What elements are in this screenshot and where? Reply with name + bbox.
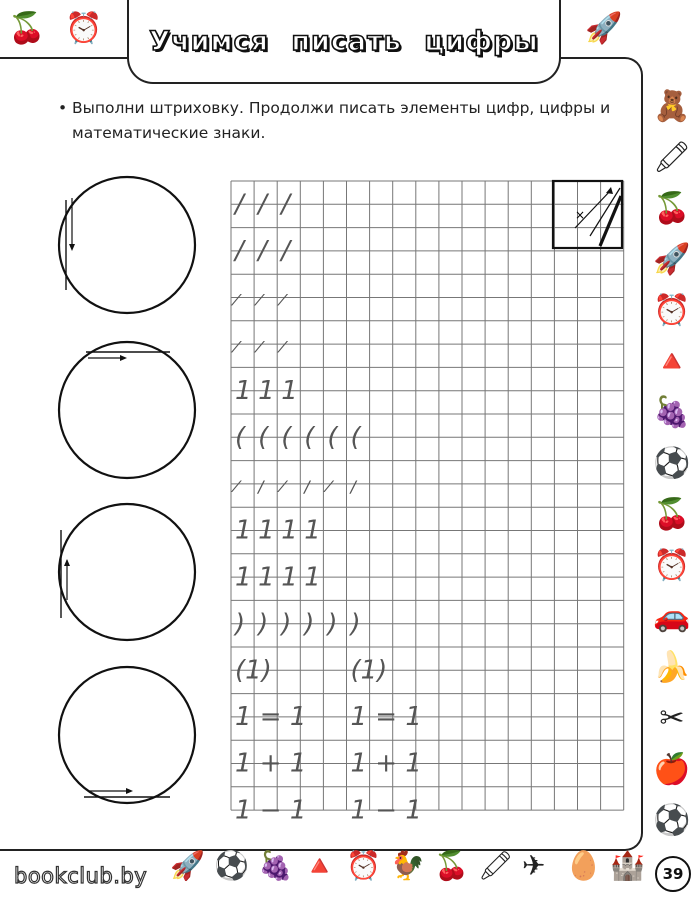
- ball-icon: ⚽: [653, 803, 691, 838]
- grid-entry: 1 = 1: [350, 702, 422, 733]
- cherry-icon: 🍒: [8, 11, 46, 46]
- grid-entry: /: [281, 189, 290, 220]
- cherry-icon: 🍒: [434, 849, 469, 882]
- circle-3: [59, 504, 195, 640]
- crayon-icon: 🖍: [652, 140, 692, 175]
- grapes-icon: 🍇: [258, 849, 293, 882]
- grid-entry: 1: [235, 515, 252, 546]
- alarm-clock-icon: ⏰: [65, 11, 103, 46]
- grid-entry: 1: [304, 562, 321, 593]
- alarm-clock-icon: ⏰: [653, 293, 691, 328]
- circle-2: [59, 342, 195, 478]
- svg-text:×: ×: [575, 208, 586, 222]
- grid-entry: ): [258, 608, 269, 639]
- grid-entry: ): [281, 608, 292, 639]
- grid-entry: ⁄: [235, 477, 238, 497]
- grid-entry: /: [281, 236, 290, 267]
- grid-entry: 1: [281, 562, 298, 593]
- grid-entry: 1: [281, 375, 298, 406]
- example-cell: [553, 181, 622, 248]
- circle-4: [59, 667, 195, 803]
- grid-entry: /: [258, 189, 267, 220]
- ball-icon: ⚽: [214, 849, 249, 882]
- crayon-icon: 🖍: [478, 849, 514, 882]
- alarm-clock-icon: ⏰: [346, 849, 381, 882]
- airplane-icon: ✈: [522, 849, 546, 882]
- grid-entry: /: [235, 189, 244, 220]
- instruction-text: Выполни штриховку. Продолжи писать элементы цифр, цифры и математические знаки.: [72, 99, 611, 142]
- bullet: •: [58, 99, 68, 117]
- apple-icon: 🍎: [653, 752, 691, 787]
- grid-entry: 1: [304, 515, 321, 546]
- rooster-icon: 🐓: [390, 849, 425, 882]
- grid-entry: ⁄: [235, 290, 238, 310]
- grid-entry: 1 + 1: [235, 748, 307, 779]
- alarm-clock-icon: ⏰: [653, 548, 691, 583]
- grid-entry: ): [327, 608, 338, 639]
- cherry-icon: 🍒: [653, 191, 691, 226]
- page-number: 39: [655, 856, 691, 892]
- grid-entry: ⁄: [281, 337, 284, 357]
- grapes-icon: 🍇: [653, 395, 691, 430]
- rocket-icon: 🚀: [653, 242, 691, 277]
- grid-entry: /: [304, 477, 310, 497]
- pyramid-icon: 🔺: [302, 849, 337, 882]
- grid-entry: 1: [235, 375, 252, 406]
- grid-entry: ⁄: [281, 477, 284, 497]
- grid-entry: ⁄: [281, 290, 284, 310]
- grid-entry: ): [350, 608, 361, 639]
- teddy-bear-icon: 🧸: [653, 89, 691, 124]
- circle-1: [59, 177, 195, 313]
- grid-entry: ⁄: [258, 290, 261, 310]
- castle-icon: 🏰: [610, 849, 645, 882]
- grid-entry: (1): [235, 655, 272, 686]
- scissors-icon: ✂: [659, 701, 685, 736]
- grid-entry: 1 − 1: [350, 795, 422, 826]
- grid-entry: /: [258, 236, 267, 267]
- rocket-icon: 🚀: [585, 11, 623, 46]
- grid-entry: 1: [258, 375, 275, 406]
- grid-entry: 1 + 1: [350, 748, 422, 779]
- egg-icon: 🥚: [566, 849, 601, 882]
- grid-entry: 1: [235, 562, 252, 593]
- grid-entry: ⁄: [235, 337, 238, 357]
- rocket-icon: 🚀: [170, 849, 205, 882]
- grid-entry: ⁄: [258, 337, 261, 357]
- grid-entry: /: [350, 477, 356, 497]
- watermark: bookclub.by: [14, 864, 148, 888]
- ball-icon: ⚽: [653, 446, 691, 481]
- pyramid-icon: 🔺: [653, 344, 691, 379]
- grid-entry: /: [258, 477, 264, 497]
- grid-entry: ): [235, 608, 246, 639]
- grid-entry: 1 = 1: [235, 702, 307, 733]
- grid-entry: 1: [258, 562, 275, 593]
- grid-entry: /: [235, 236, 244, 267]
- grid-entry: ⁄: [327, 477, 331, 497]
- grid-entry: (1): [350, 655, 388, 686]
- grid-entry: (: [235, 422, 246, 453]
- grid-entry: (: [350, 422, 361, 453]
- grid-entry: ): [304, 608, 315, 639]
- grid-entry: (: [258, 422, 269, 453]
- cherry-icon: 🍒: [653, 497, 691, 532]
- grid-entry: (: [281, 422, 292, 453]
- grid-entry: (: [304, 422, 315, 453]
- banana-icon: 🍌: [653, 650, 691, 685]
- grid-entry: 1: [258, 515, 275, 546]
- page-title: Учимся писать цифры: [149, 26, 539, 57]
- car-icon: 🚗: [653, 599, 691, 634]
- grid-entry: 1 − 1: [235, 795, 307, 826]
- grid-entry: (: [327, 422, 338, 453]
- grid-entry: 1: [281, 515, 298, 546]
